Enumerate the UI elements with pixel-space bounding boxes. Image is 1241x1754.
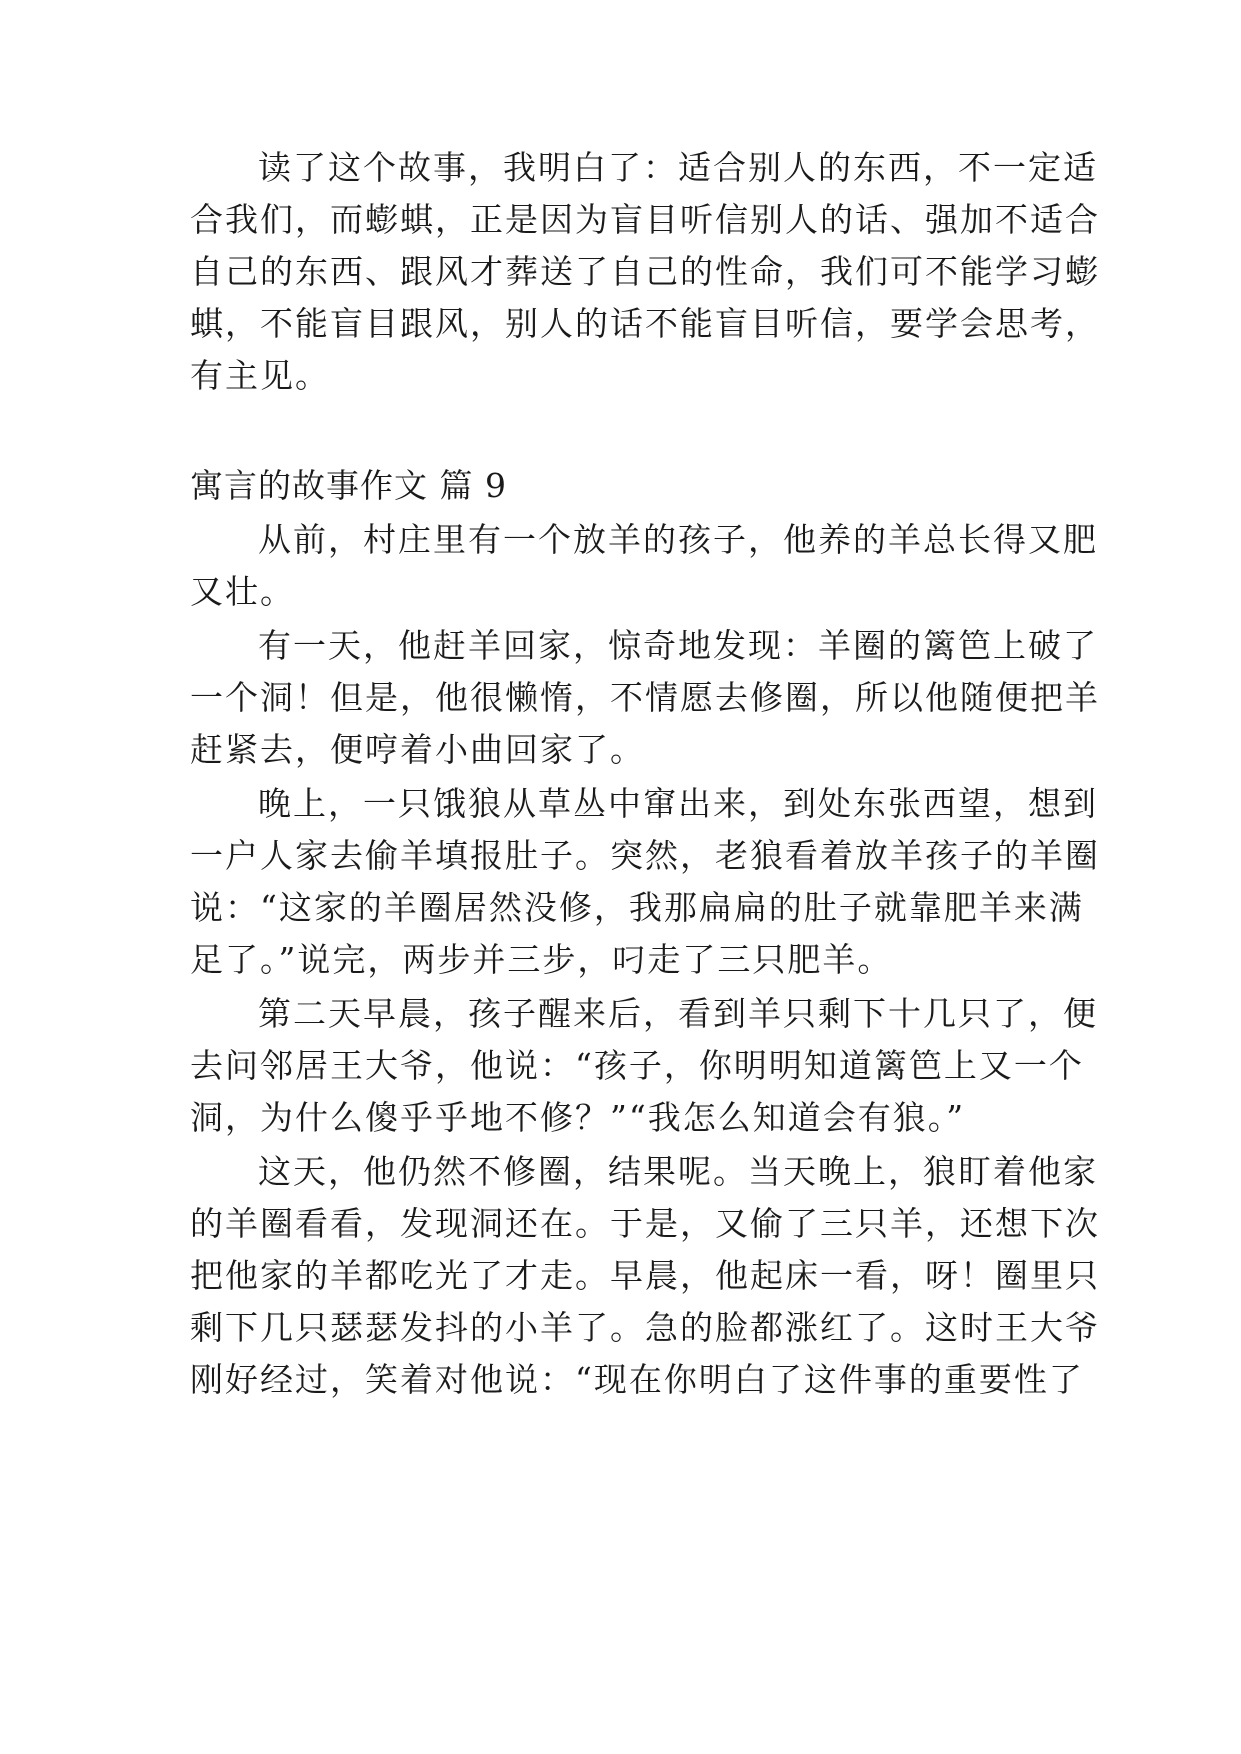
text-line: 晚上，一只饿狼从草丛中窜出来，到处东张西望，想到 xyxy=(258,784,1098,823)
text-line: 自己的东西、跟风才葬送了自己的性命，我们可不能学习蟛 xyxy=(190,252,1100,291)
text-line: 去问邻居王大爷，他说：“孩子，你明明知道篱笆上又一个 xyxy=(190,1046,1084,1085)
text-line: 洞，为什么傻乎乎地不修？”“我怎么知道会有狼。” xyxy=(190,1098,966,1137)
text-line: 有主见。 xyxy=(190,356,330,395)
text-line: 说：“这家的羊圈居然没修，我那扁扁的肚子就靠肥羊来满 xyxy=(190,888,1084,927)
text-line: 蜞，不能盲目跟风，别人的话不能盲目听信，要学会思考， xyxy=(190,304,1100,343)
text-line: 把他家的羊都吃光了才走。早晨，他起床一看，呀！圈里只 xyxy=(190,1256,1100,1295)
text-line: 一户人家去偷羊填报肚子。突然，老狼看着放羊孩子的羊圈 xyxy=(190,836,1100,875)
section-heading: 寓言的故事作文 篇 9 xyxy=(190,466,507,505)
text-line: 赶紧去，便哼着小曲回家了。 xyxy=(190,730,645,769)
text-line: 足了。”说完，两步并三步，叼走了三只肥羊。 xyxy=(190,940,893,979)
text-line: 的羊圈看看，发现洞还在。于是，又偷了三只羊，还想下次 xyxy=(190,1204,1100,1243)
text-line: 一个洞！但是，他很懒惰，不情愿去修圈，所以他随便把羊 xyxy=(190,678,1100,717)
text-line: 剩下几只瑟瑟发抖的小羊了。急的脸都涨红了。这时王大爷 xyxy=(190,1308,1100,1347)
text-line: 又壮。 xyxy=(190,572,295,611)
text-line: 读了这个故事，我明白了：适合别人的东西，不一定适 xyxy=(258,148,1098,187)
text-line: 有一天，他赶羊回家，惊奇地发现：羊圈的篱笆上破了 xyxy=(258,626,1098,665)
text-line: 第二天早晨，孩子醒来后，看到羊只剩下十几只了，便 xyxy=(258,994,1098,1033)
text-line: 这天，他仍然不修圈，结果呢。当天晚上，狼盯着他家 xyxy=(258,1152,1098,1191)
text-line: 从前，村庄里有一个放羊的孩子，他养的羊总长得又肥 xyxy=(258,520,1098,559)
text-line: 刚好经过，笑着对他说：“现在你明白了这件事的重要性了 xyxy=(190,1360,1084,1399)
text-line: 合我们，而蟛蜞，正是因为盲目听信别人的话、强加不适合 xyxy=(190,200,1100,239)
